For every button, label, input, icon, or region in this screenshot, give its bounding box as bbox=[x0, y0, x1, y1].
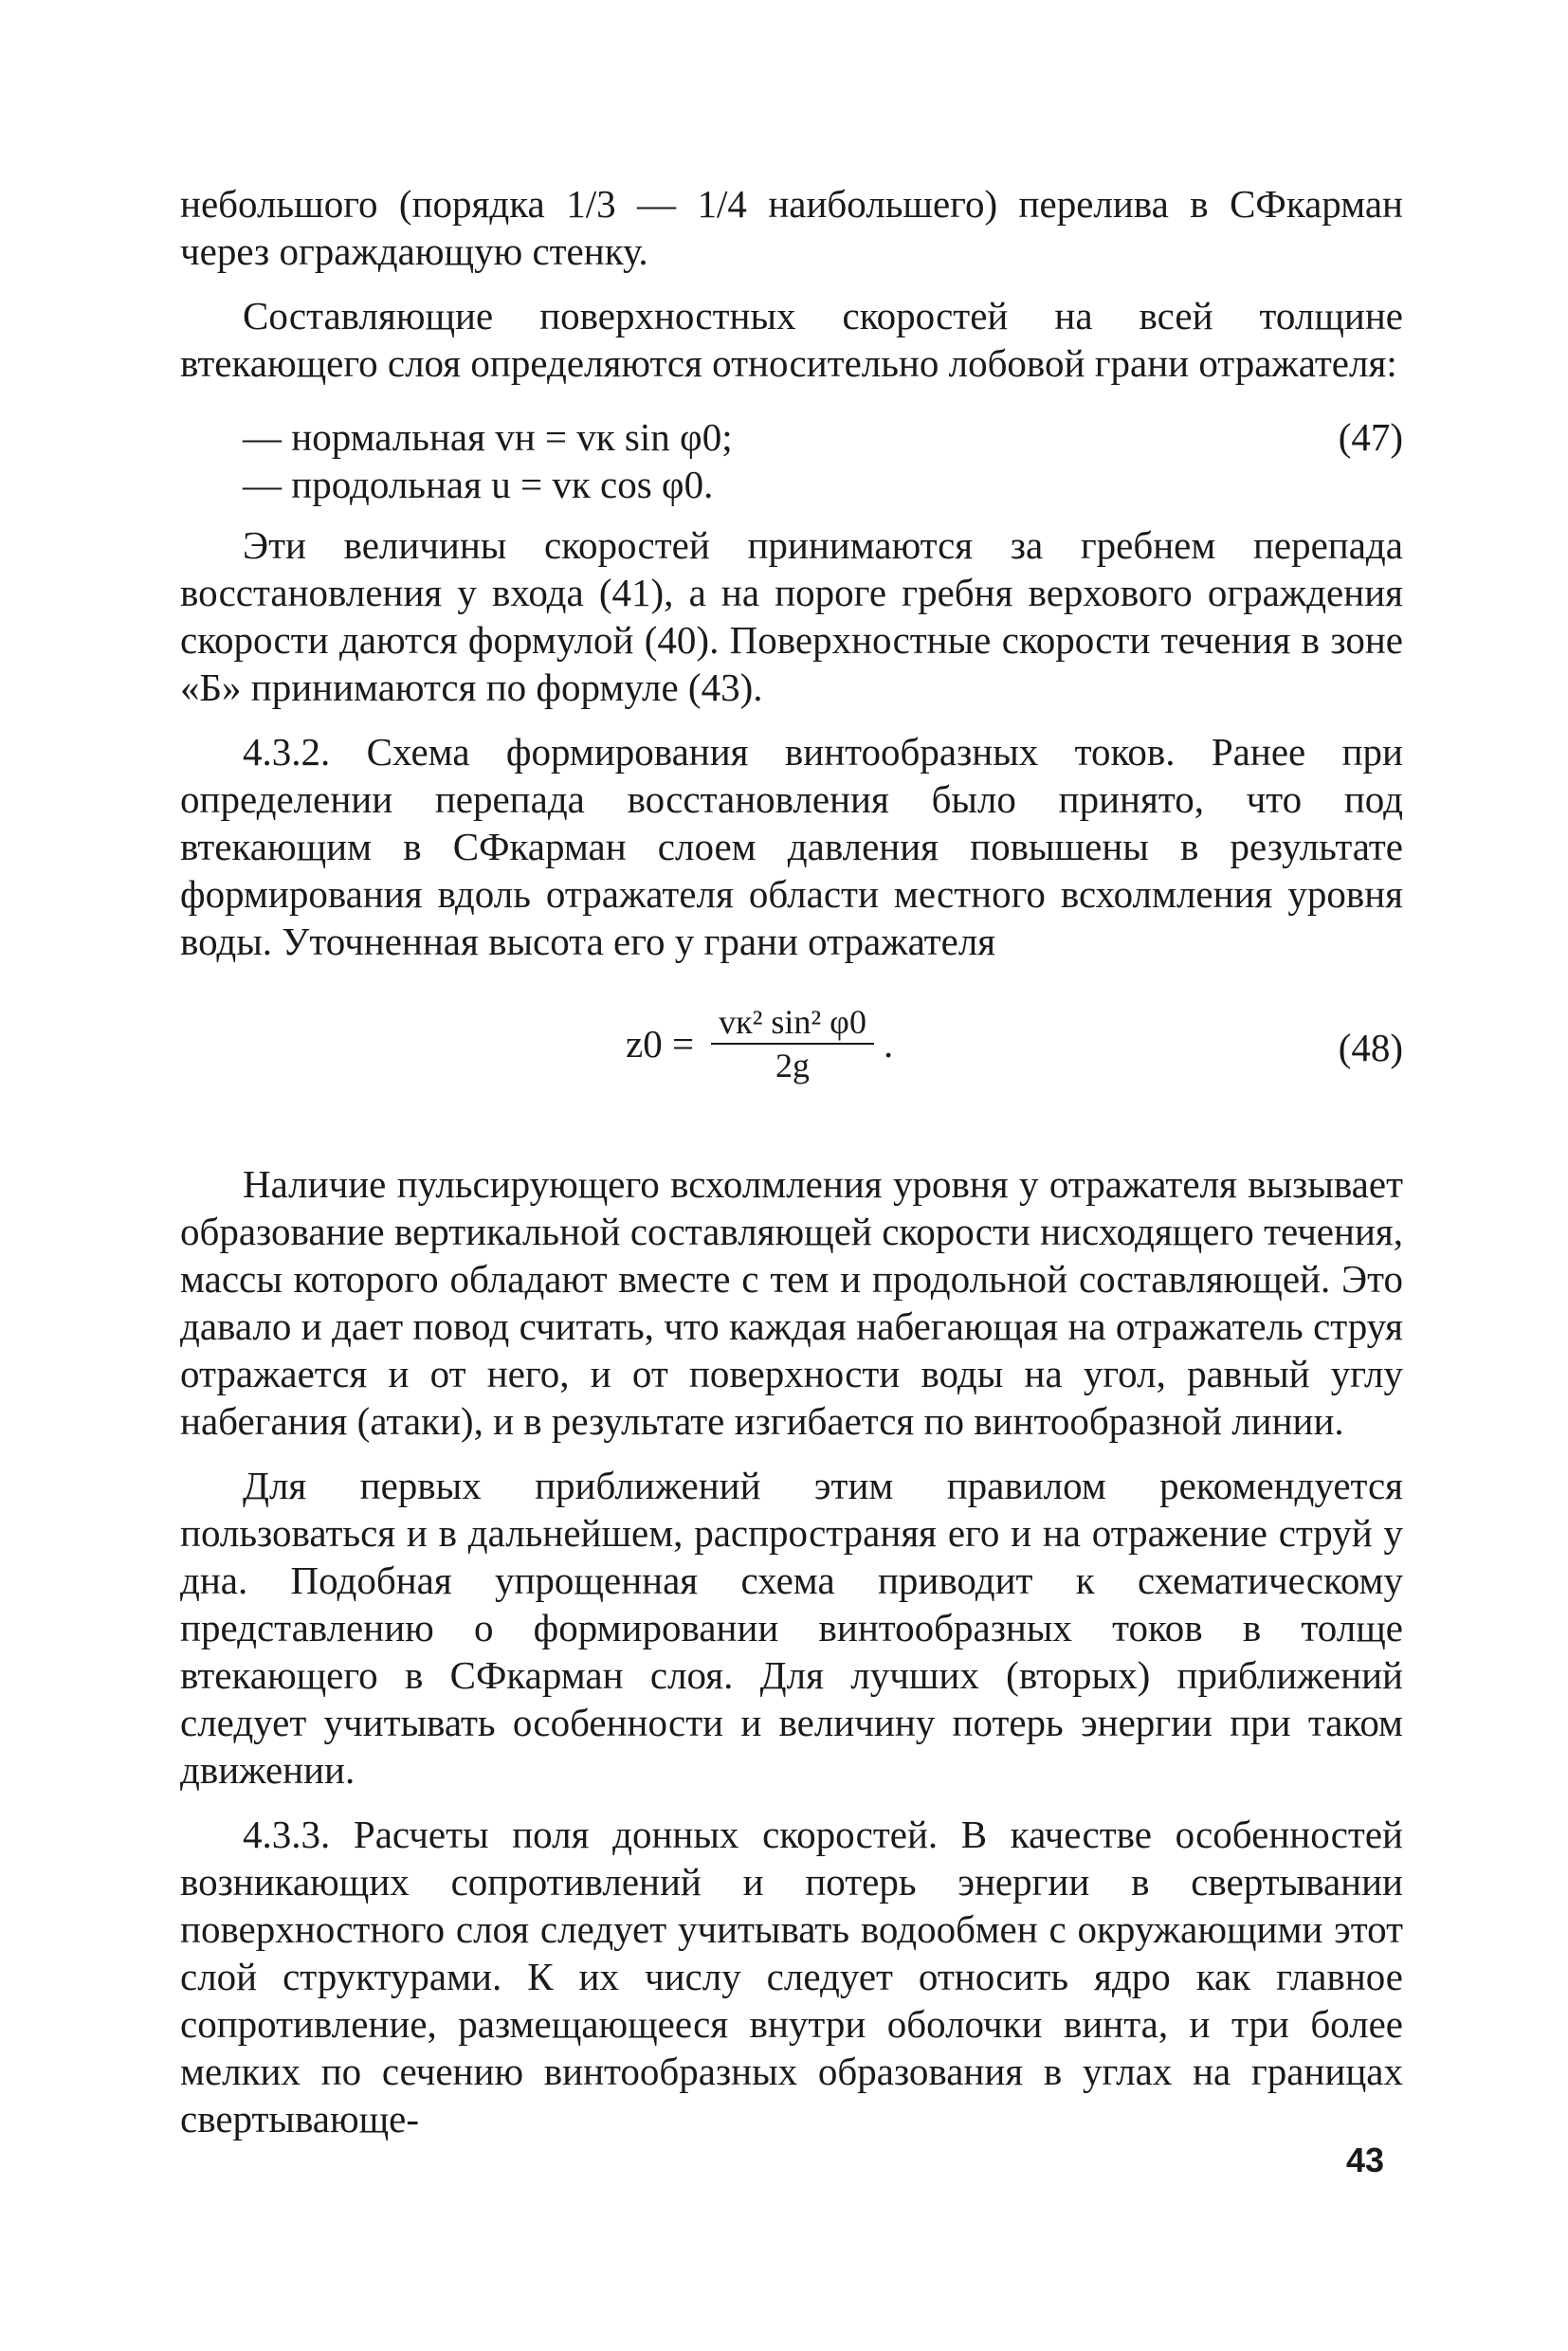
paragraph-7: 4.3.3. Расчеты поля донных скоростей. В качестве особенностей возникающих сопротивлений и потерь энергии в свертывании поверхностного слоя следует учитывать водообмен с окружающими этот слой структурами. К их числу следует относить ядро как главное сопротивление, размещающееся внутри оболочки винта, и три более мелких по сечению винтообразных образования в углах на границах свертывающе- bbox=[180, 1813, 1403, 2141]
equation-47-longitudinal: — продольная u = vк cos φ0. bbox=[243, 463, 714, 506]
equation-48-lhs: z0 = bbox=[626, 1022, 695, 1066]
page-body bbox=[180, 180, 1403, 2142]
paragraph-6: Для первых приближений этим правилом рекомендуется пользоваться и в дальнейшем, распространяя его и на отражение струй у дна. Подобная упрощенная схема приводит к схематическому представлению о формировании винтообразных токов в толще втекающего в СФкарман слоя. Для лучших (вторых) приближений следует учитывать особенности и величину потерь энергии при таком движении. bbox=[180, 1464, 1403, 1792]
paragraph-1: небольшого (порядка 1/3 — 1/4 наибольшего) перелива в СФкарман через ограждающую стенку. bbox=[180, 182, 1403, 273]
equation-47-normal: — нормальная vн = vк sin φ0; bbox=[243, 415, 733, 459]
paragraph-5: Наличие пульсирующего всхолмления уровня у отражателя вызывает образование вертикальной составляющей скорости нисходящего течения, массы которого обладают вместе с тем и продольной составляющей. Это давало и дает повод считать, что каждая набегающая на отражатель струя отражается и от него, и от поверхности воды на угол, равный углу набегания (атаки), и в результате изгибается по винтообразной линии. bbox=[180, 1162, 1403, 1443]
equation-47-line-1 bbox=[180, 413, 1403, 461]
equation-48-denominator: 2g bbox=[775, 1047, 811, 1084]
paragraph-3: Эти величины скоростей принимаются за гребнем перепада восстановления у входа (41), а на пороге гребня верхового ограждения скорости даются формулой (40). Поверхностные скорости течения в зоне «Б» принимаются по формуле (43). bbox=[180, 523, 1403, 709]
paragraph-2: Составляющие поверхностных скоростей на всей толщине втекающего слоя определяются относительно лобовой грани отражателя: bbox=[180, 294, 1403, 385]
equation-48-number: (48) bbox=[1338, 1026, 1403, 1069]
equation-47-number: (47) bbox=[1338, 415, 1403, 459]
equation-48-period: . bbox=[883, 1022, 894, 1066]
page-number: 43 bbox=[1346, 2141, 1385, 2179]
equation-47-line-2 bbox=[180, 461, 1403, 508]
equation-48 bbox=[180, 992, 1403, 1134]
equation-48-numerator: vк² sin² φ0 bbox=[711, 1001, 874, 1045]
equation-48-fraction bbox=[711, 1001, 874, 1086]
paragraph-4: 4.3.2. Схема формирования винтообразных токов. Ранее при определении перепада восстановления было принято, что под втекающим в СФкарман слоем давления повышены в результате формирования вдоль отражателя области местного всхолмления уровня воды. Уточненная высота его у грани отражателя bbox=[180, 730, 1403, 963]
equation-47 bbox=[180, 413, 1403, 508]
equation-48-body bbox=[626, 1001, 893, 1086]
